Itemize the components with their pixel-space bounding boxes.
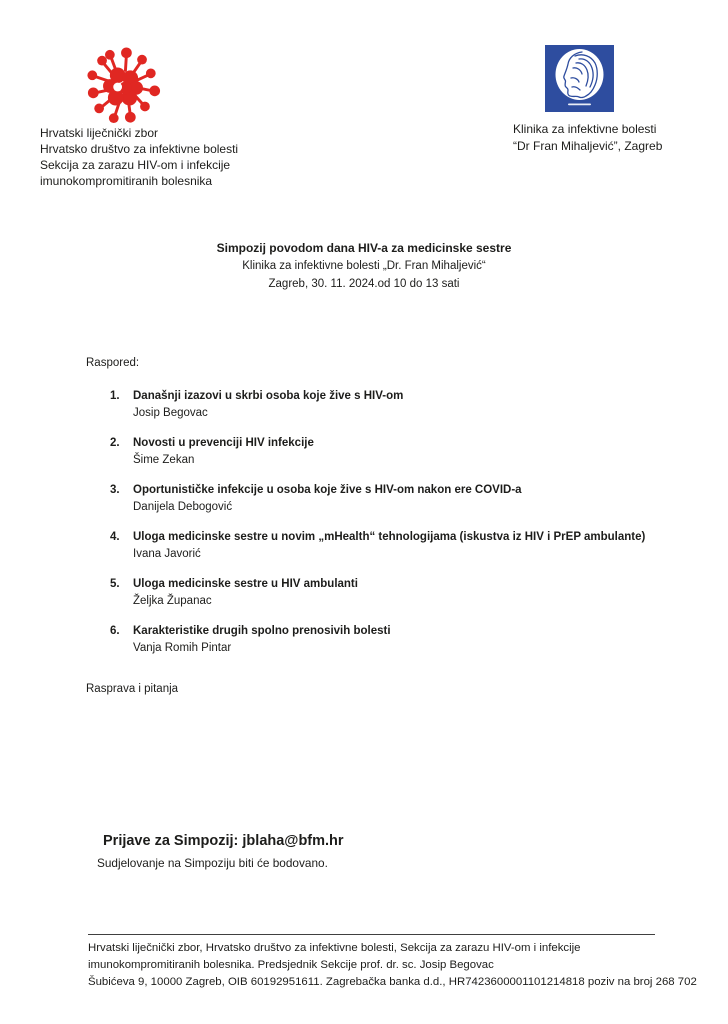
item-number: 6. xyxy=(110,625,120,637)
schedule-label: Raspored: xyxy=(86,357,140,369)
organizer-block xyxy=(40,125,238,189)
schedule-item xyxy=(110,623,710,657)
clinic-portrait-icon xyxy=(545,45,614,112)
schedule-item xyxy=(110,388,710,422)
talk-title: Karakteristike drugih spolno prenosivih bolesti xyxy=(133,625,391,637)
footer-block xyxy=(88,940,718,991)
registration-note: Sudjelovanje na Simpoziju biti će bodovano. xyxy=(97,856,328,870)
organizer-line: imunokompromitiranih bolesnika xyxy=(40,174,213,188)
footer-line: Šubićeva 9, 10000 Zagreb, OIB 60192951611. Zagrebačka banka d.d., HR7423600001101214818 poziv na broj 268 702 xyxy=(88,976,697,988)
organizer-line: Hrvatsko društvo za infektivne bolesti xyxy=(40,142,239,156)
item-number: 3. xyxy=(110,484,120,496)
discussion-label: Rasprava i pitanja xyxy=(86,683,179,695)
speaker-name: Vanja Romih Pintar xyxy=(133,642,232,654)
schedule-item xyxy=(110,529,710,563)
schedule-item xyxy=(110,576,710,610)
footer-divider xyxy=(88,934,655,935)
item-number: 2. xyxy=(110,437,120,449)
item-number: 4. xyxy=(110,531,120,543)
schedule-list xyxy=(110,388,710,670)
speaker-name: Željka Županac xyxy=(133,595,212,607)
item-number: 5. xyxy=(110,578,120,590)
event-datetime: Zagreb, 30. 11. 2024.od 10 do 13 sati xyxy=(268,278,460,290)
event-title-block xyxy=(0,239,728,293)
speaker-name: Josip Begovac xyxy=(133,407,208,419)
item-number: 1. xyxy=(110,390,120,402)
organizer-line: Hrvatski liječnički zbor xyxy=(40,126,159,140)
talk-title: Današnji izazovi u skrbi osoba koje žive s HIV-om xyxy=(133,390,404,402)
speaker-name: Šime Zekan xyxy=(133,454,195,466)
clinic-line: “Dr Fran Mihaljević”, Zagreb xyxy=(513,139,663,153)
footer-line: imunokompromitiranih bolesnika. Predsjednik Sekcije prof. dr. sc. Josip Begovac xyxy=(88,959,494,971)
talk-title: Uloga medicinske sestre u HIV ambulanti xyxy=(133,578,358,590)
clinic-block xyxy=(513,121,662,155)
event-title: Simpozij povodom dana HIV-a za medicinske sestre xyxy=(216,241,512,255)
footer-line: Hrvatski liječnički zbor, Hrvatsko društvo za infektivne bolesti, Sekcija za zarazu HIV-om i infekcije xyxy=(88,942,581,954)
talk-title: Oportunističke infekcije u osoba koje žive s HIV-om nakon ere COVID-a xyxy=(133,484,522,496)
schedule-item xyxy=(110,482,710,516)
talk-title: Novosti u prevenciji HIV infekcije xyxy=(133,437,314,449)
speaker-name: Danijela Debogović xyxy=(133,501,233,513)
speaker-name: Ivana Javorić xyxy=(133,548,201,560)
event-venue: Klinika za infektivne bolesti „Dr. Fran Mihaljević“ xyxy=(242,260,486,272)
clinic-line: Klinika za infektivne bolesti xyxy=(513,122,657,136)
organizer-line: Sekcija za zarazu HIV-om i infekcije xyxy=(40,158,231,172)
hiv-virus-icon xyxy=(86,47,161,125)
registration-headline: Prijave za Simpozij: jblaha@bfm.hr xyxy=(103,833,344,849)
talk-title: Uloga medicinske sestre u novim „mHealth“ tehnologijama (iskustva iz HIV i PrEP ambulante) xyxy=(133,531,646,543)
schedule-item xyxy=(110,435,710,469)
